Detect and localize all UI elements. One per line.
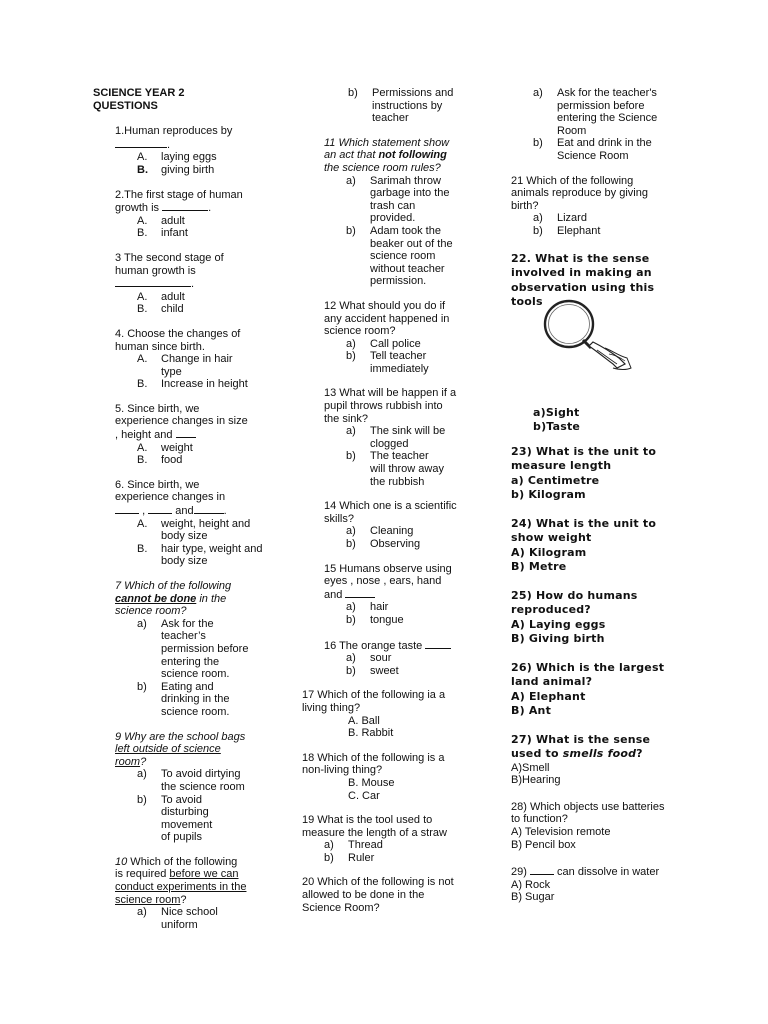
question-17-text-2: living thing? (302, 701, 361, 714)
option-a[interactable]: A) Laying eggs (511, 617, 606, 631)
option-b[interactable]: B) Sugar (511, 891, 555, 904)
option-a[interactable]: a) Call police (346, 337, 421, 350)
question-10-text-2: is required before we can (115, 868, 239, 881)
question-11-text-3: the science room rules? (324, 161, 441, 174)
option-b[interactable]: b) sweet (346, 664, 399, 677)
question-9-text: 9 Why are the school bags (115, 730, 246, 743)
option-a[interactable]: a) To avoid dirtying the science room (137, 768, 245, 793)
question-21-text: 21 Which of the following (511, 174, 634, 187)
question-15-text-3: and (324, 588, 477, 602)
question-6-options (137, 518, 271, 568)
question-11-options (346, 175, 477, 288)
question-7-options (137, 618, 271, 719)
option-b[interactable]: B. child (137, 303, 184, 316)
question-18 (302, 752, 477, 802)
option-a[interactable]: A. adult (137, 214, 185, 227)
option-a[interactable]: a) Thread (324, 839, 383, 852)
question-14-text-2: skills? (324, 512, 354, 525)
option-a[interactable]: a) Ask for the teacher's permission before entering the Science Room (533, 87, 658, 137)
option-b[interactable]: b) Eat and drink in the Science Room (533, 137, 652, 162)
question-5-options (137, 442, 271, 467)
question-11 (324, 137, 477, 288)
question-23 (511, 445, 681, 503)
question-21-options (533, 212, 681, 237)
option-b[interactable]: b) Observing (346, 538, 421, 550)
question-9-text-2: left outside of science (115, 743, 221, 756)
question-19-text: 19 What is the tool used to (302, 814, 433, 827)
question-3-blank: . (115, 277, 271, 291)
question-20-text-3: Science Room? (302, 901, 380, 914)
question-13-text-3: the sink? (324, 412, 369, 425)
question-28 (511, 801, 681, 851)
option-b[interactable]: C. Car (348, 789, 380, 802)
question-21-text-2: animals reproduce by giving (511, 187, 648, 200)
option-b[interactable]: b) Permissions and instructions by teacher (348, 87, 454, 125)
option-a[interactable]: A. weight (137, 441, 193, 454)
question-19-options (324, 839, 477, 864)
option-a[interactable]: A)Smell (511, 761, 550, 774)
option-b[interactable]: B) Pencil box (511, 838, 576, 851)
question-6-text: 6. Since birth, we (115, 478, 200, 491)
question-2-text: 2.The first stage of human (115, 188, 243, 201)
question-16-text: 16 The orange taste (324, 639, 477, 653)
option-a[interactable]: A. Change in hair type (137, 353, 233, 378)
option-a[interactable]: a) Lizard (533, 212, 587, 225)
question-10 (115, 856, 271, 932)
question-25-text: 25) How do humans (511, 588, 638, 602)
question-26 (511, 661, 681, 719)
question-24 (511, 517, 681, 575)
option-b[interactable]: b)Taste (533, 420, 581, 434)
question-4-options (137, 353, 271, 391)
question-7-text-2: cannot be done in the (115, 592, 227, 605)
question-10-text-3: conduct experiments in the (115, 881, 247, 894)
question-6-blanks: , and . (115, 504, 271, 518)
option-b[interactable]: b) Kilogram (511, 488, 586, 502)
question-1-blank: . (115, 138, 271, 152)
option-a[interactable]: a)Sight (533, 405, 580, 419)
question-22-text: 22. What is the sense (511, 251, 650, 265)
question-17-text: 17 Which of the following ia a (302, 689, 446, 702)
question-19 (302, 814, 477, 864)
option-b[interactable]: b) The teacher will throw away the rubbish (346, 450, 444, 488)
question-4-text: 4. Choose the changes of (115, 327, 241, 340)
question-1 (115, 125, 271, 176)
option-a[interactable]: a) hair (346, 601, 389, 614)
question-1-options (137, 151, 271, 176)
question-5 (115, 403, 271, 467)
question-12-options (346, 338, 477, 376)
question-15-text: 15 Humans observe using (324, 562, 452, 575)
question-9-text-3: room? (115, 755, 147, 768)
option-a[interactable]: a) Ask for the teacher’s permission before entering the science room. (137, 617, 249, 681)
option-a[interactable]: A) Kilogram (511, 545, 587, 559)
question-27-text: 27) What is the sense (511, 732, 651, 746)
question-10-options (137, 906, 271, 931)
question-15-text-2: eyes , nose , ears, hand (324, 575, 442, 588)
question-20-options (533, 87, 681, 163)
question-15 (324, 563, 477, 627)
question-5-text: 5. Since birth, we (115, 402, 200, 415)
question-18-text-2: non-living thing? (302, 764, 383, 777)
question-27-text-2: used to smells food? (511, 747, 643, 761)
question-26-text: 26) Which is the largest (511, 660, 665, 674)
question-7-text-3: science room? (115, 605, 187, 618)
question-16 (324, 639, 477, 678)
question-16-options (346, 652, 477, 677)
question-9 (115, 731, 271, 844)
option-a[interactable]: a) The sink will be clogged (346, 425, 446, 450)
option-b[interactable]: b) Adam took the beaker out of the science room without teacher permission. (346, 224, 453, 288)
question-2-text-2: growth is . (115, 202, 212, 215)
question-20 (302, 876, 477, 914)
question-4 (115, 328, 271, 391)
question-11-text: 11 Which statement show (324, 136, 450, 149)
option-b[interactable]: B. Rabbit (348, 727, 394, 740)
option-a[interactable]: A) Rock (511, 878, 551, 891)
option-b[interactable]: B. food (137, 454, 183, 467)
magnifying-glass-icon (539, 298, 634, 378)
question-7 (115, 580, 271, 719)
question-18-text: 18 Which of the following is a (302, 751, 445, 764)
question-2-options (137, 215, 271, 240)
question-12-text-2: any accident happened in (324, 312, 450, 325)
option-b[interactable]: b) Eating and drinking in the science room. (137, 680, 230, 718)
column-2 (302, 87, 477, 914)
question-28-text-2: to function? (511, 813, 568, 826)
option-b[interactable]: B. Increase in height (137, 378, 248, 391)
question-25 (511, 589, 681, 647)
question-13 (324, 387, 477, 488)
question-23-text: 23) What is the unit to (511, 444, 657, 458)
question-25-text-2: reproduced? (511, 603, 591, 617)
option-b[interactable]: B. giving birth (137, 163, 215, 176)
question-21-text-3: birth? (511, 199, 539, 212)
option-a[interactable]: a) Cleaning (346, 525, 414, 538)
option-b[interactable]: B) Giving birth (511, 632, 605, 646)
question-29 (511, 865, 681, 904)
question-20-text-2: allowed to be done in the (302, 889, 425, 902)
option-b[interactable]: B. infant (137, 227, 188, 240)
question-13-text-2: pupil throws rubbish into (324, 400, 443, 413)
option-b[interactable]: B. hair type, weight and body size (137, 542, 263, 568)
option-b[interactable]: b) Ruler (324, 851, 375, 864)
option-a[interactable]: A. adult (137, 290, 185, 303)
question-24-text: 24) What is the unit to (511, 516, 657, 530)
option-a[interactable]: A) Elephant (511, 689, 586, 703)
question-1-text: 1.Human reproduces by (115, 125, 233, 138)
question-22 (511, 252, 681, 435)
question-14 (324, 500, 477, 550)
question-24-text-2: show weight (511, 531, 592, 545)
question-20-text: 20 Which of the following is not (302, 876, 454, 889)
option-a[interactable]: a) Centimetre (511, 473, 600, 487)
question-19-text-2: measure the length of a straw (302, 826, 447, 839)
option-a[interactable]: A. laying eggs (137, 151, 217, 164)
question-3-options (137, 291, 271, 316)
option-a[interactable]: B. Mouse (348, 776, 395, 789)
question-6 (115, 479, 271, 568)
option-a[interactable]: a) sour (346, 652, 392, 665)
column-3 (511, 87, 681, 904)
question-26-text-2: land animal? (511, 675, 593, 689)
question-22-text-3: observation using this (511, 280, 655, 294)
question-13-options (346, 425, 477, 488)
question-14-text: 14 Which one is a scientific (324, 500, 457, 513)
question-22-text-4: tools (511, 295, 543, 309)
question-15-options (346, 601, 477, 626)
question-12-text-3: science room? (324, 325, 396, 338)
worksheet-title (93, 87, 271, 112)
title-line-2: QUESTIONS (93, 99, 158, 112)
question-3-text: 3 The second stage of (115, 251, 224, 264)
question-5-text-2: experience changes in size (115, 415, 248, 428)
title-line-1: SCIENCE YEAR 2 (93, 87, 185, 99)
option-a[interactable]: a) Sarimah throw garbage into the trash can provided. (346, 174, 450, 225)
option-b[interactable]: b) tongue (346, 613, 404, 626)
question-5-text-3: , height and (115, 428, 271, 442)
question-21 (511, 175, 681, 238)
option-b[interactable]: B)Hearing (511, 774, 561, 787)
question-10-text-4: science room? (115, 893, 187, 906)
option-b[interactable]: b) Tell teacher immediately (346, 350, 429, 375)
question-12 (324, 300, 477, 376)
question-9-options (137, 768, 271, 844)
option-b[interactable]: b) Elephant (533, 224, 601, 237)
option-a[interactable]: A. weight, height and body size (137, 517, 251, 543)
question-3 (115, 252, 271, 316)
question-27 (511, 733, 681, 787)
question-7-text: 7 Which of the following (115, 580, 232, 592)
question-17 (302, 689, 477, 739)
option-a[interactable]: A) Television remote (511, 825, 611, 838)
question-6-text-2: experience changes in (115, 491, 226, 504)
question-4-text-2: human since birth. (115, 340, 205, 353)
option-a[interactable]: a) Nice school uniform (137, 906, 218, 931)
question-10-options-cont (348, 87, 477, 125)
question-11-text-2: an act that not following (324, 149, 447, 162)
question-13-text: 13 What will be happen if a (324, 387, 457, 400)
column-1 (93, 87, 271, 931)
option-b[interactable]: B) Ant (511, 704, 552, 718)
question-10-text: 10 Which of the following (115, 855, 238, 868)
question-14-options (346, 525, 477, 550)
question-29-text: 29) can dissolve in water (511, 866, 660, 879)
question-22-text-2: involved in making an (511, 266, 652, 280)
question-28-text: 28) Which objects use batteries (511, 800, 665, 813)
question-3-text-2: human growth is (115, 264, 196, 277)
question-12-text: 12 What should you do if (324, 299, 446, 312)
question-2 (115, 189, 271, 240)
question-23-text-2: measure length (511, 459, 612, 473)
option-b[interactable]: B) Metre (511, 560, 567, 574)
option-b[interactable]: b) To avoid disturbing movement of pupils (137, 793, 213, 844)
option-a[interactable]: A. Ball (348, 714, 380, 727)
